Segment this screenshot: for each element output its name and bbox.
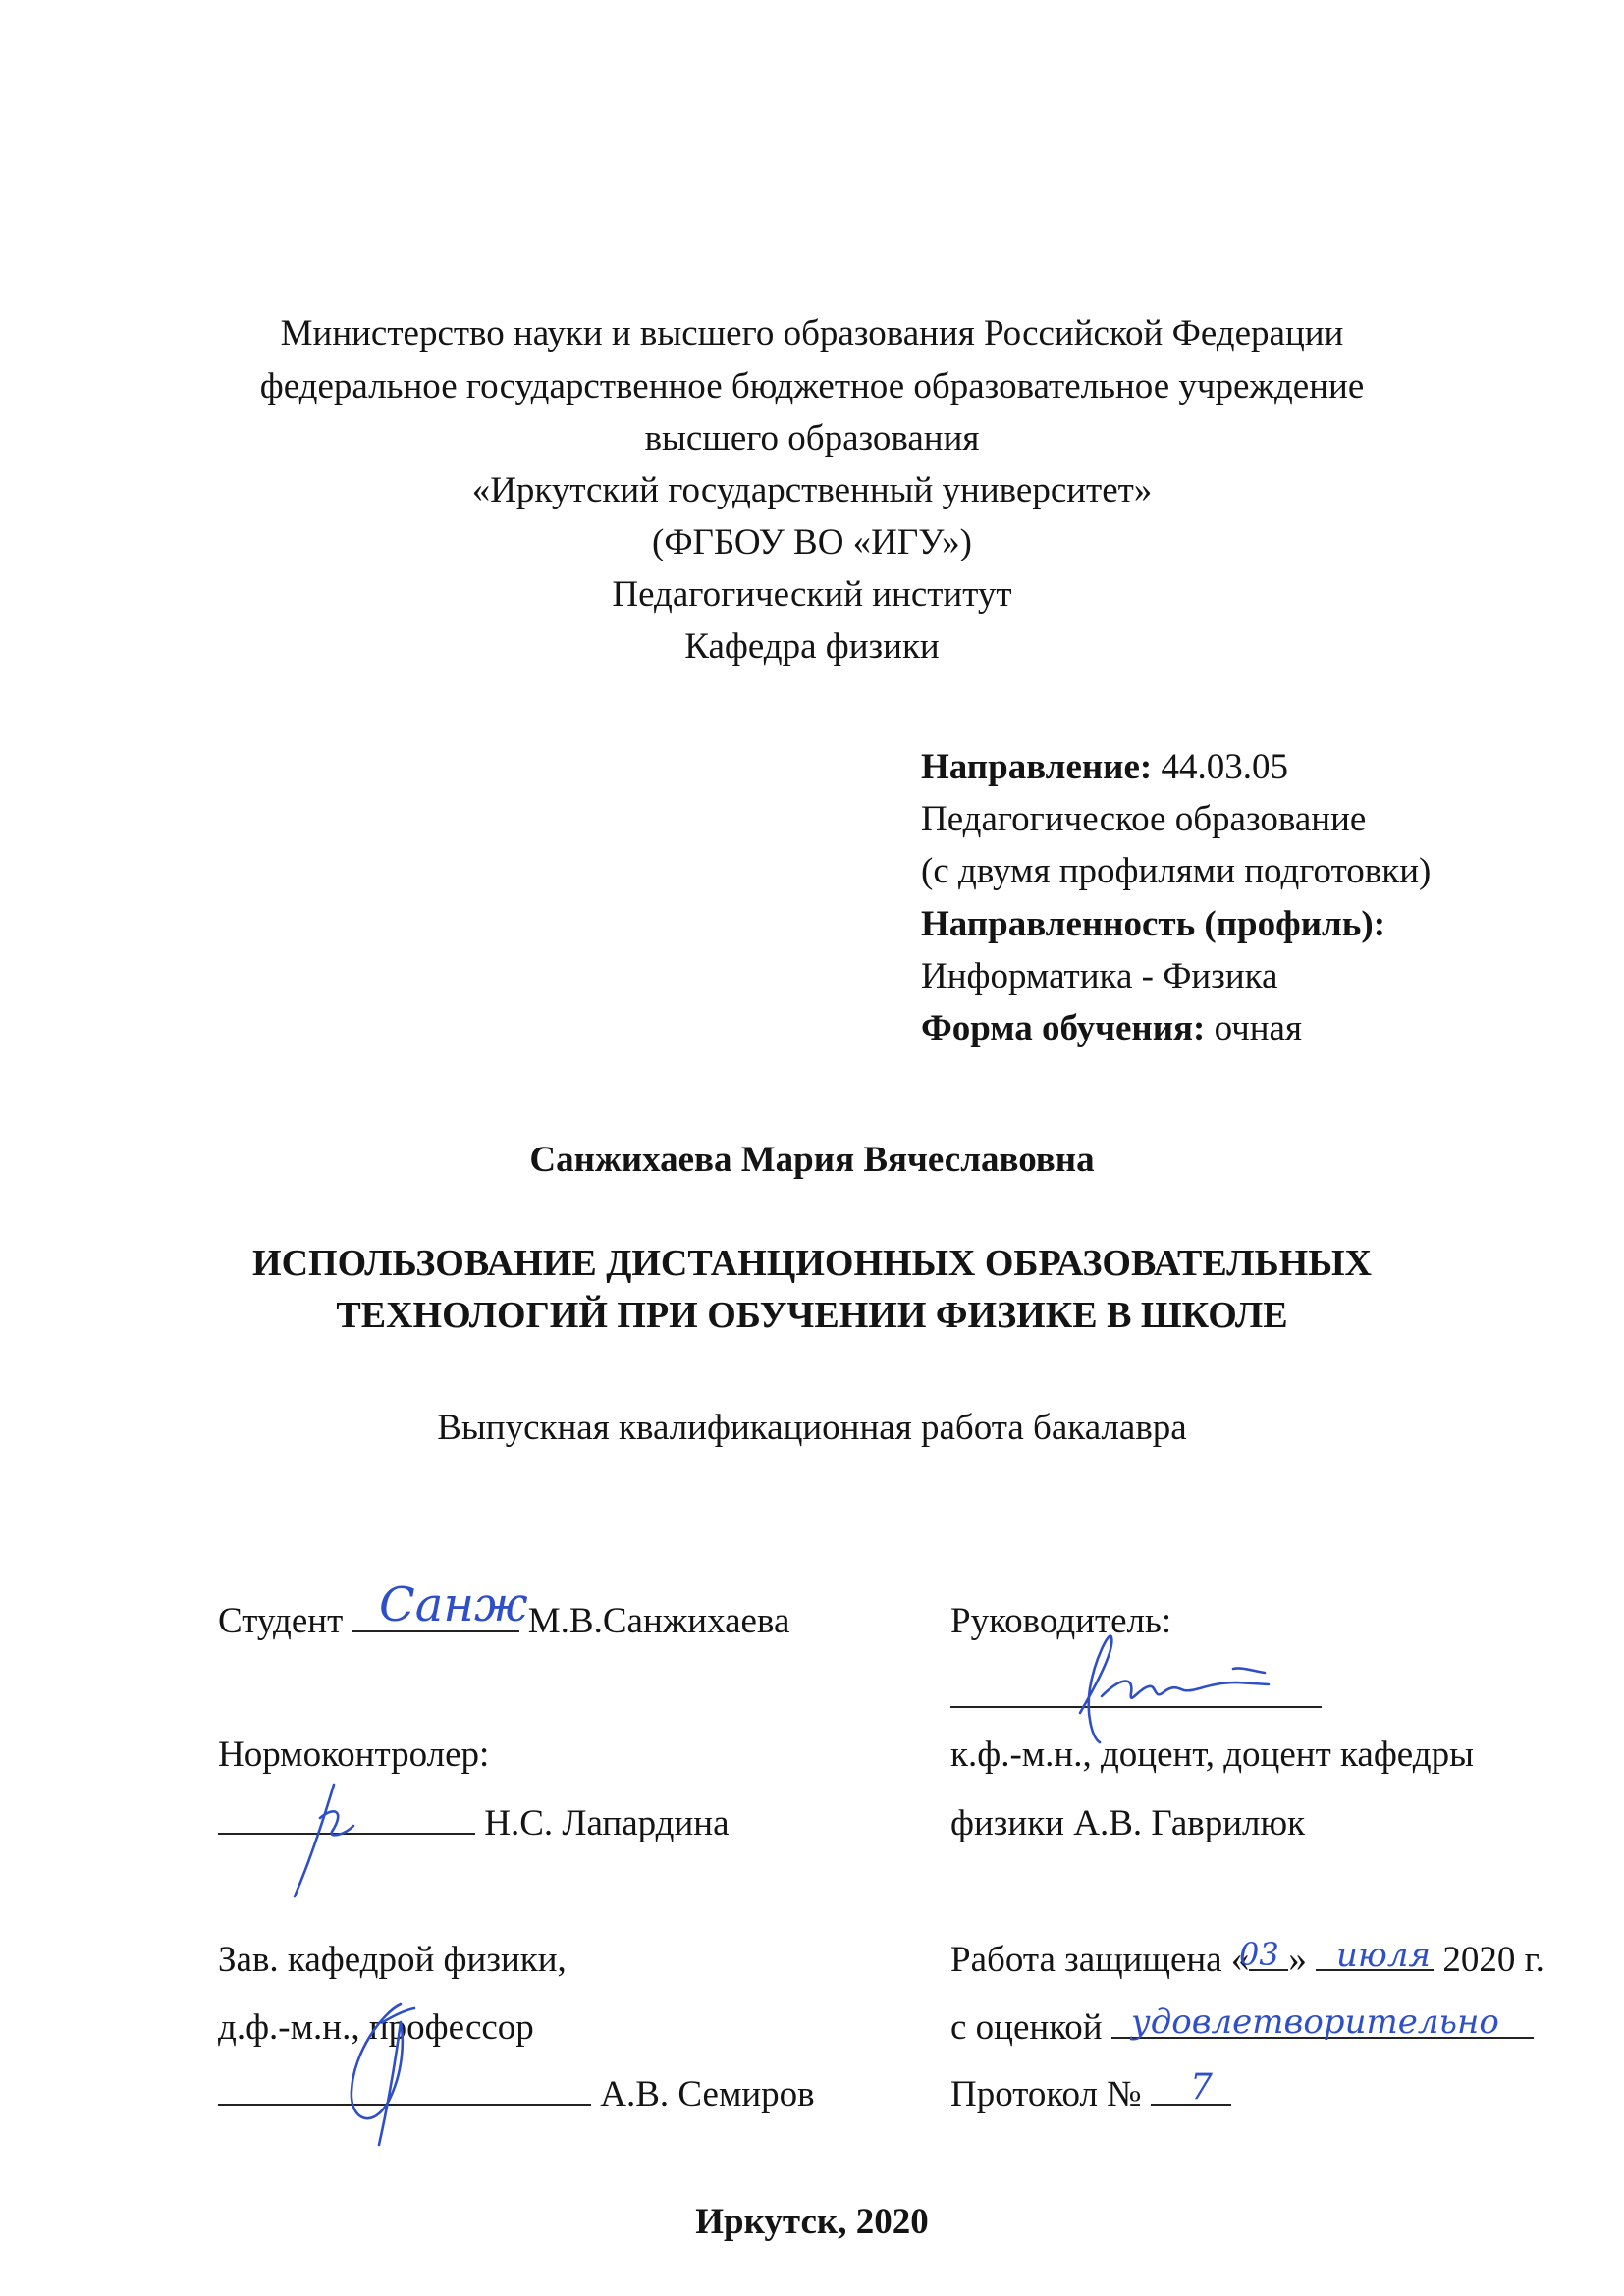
direction-name-line-2: (с двумя профилями подготовки) [921, 851, 1432, 891]
direction-code: 44.03.05 [1161, 747, 1288, 787]
defended-prefix: Работа защищена « [950, 1940, 1250, 1980]
student-name: М.В.Санжихаева [527, 1601, 790, 1641]
defense-month: июля [1336, 1936, 1431, 1975]
study-form-line [921, 1007, 1302, 1049]
protocol-line [950, 2073, 1231, 2115]
work-type: Выпускная квалификационная работа бакалавра [437, 1408, 1187, 1448]
defended-suffix: » [1288, 1940, 1317, 1980]
direction-label: Направление: [921, 747, 1153, 787]
normcontroller-name: Н.С. Лапардина [484, 1803, 730, 1843]
protocol-label: Протокол № [950, 2074, 1142, 2114]
normcontroller-label: Нормоконтролер: [218, 1735, 490, 1775]
protocol-number: 7 [1190, 2067, 1213, 2108]
head-name: А.В. Семиров [600, 2074, 815, 2114]
student-label: Студент [218, 1601, 344, 1641]
institute-name: Педагогический институт [612, 574, 1012, 614]
thesis-title-line-1: ИСПОЛЬЗОВАНИЕ ДИСТАНЦИОННЫХ ОБРАЗОВАТЕЛЬНЫХ [252, 1243, 1372, 1284]
defense-year: 2020 г. [1442, 1940, 1544, 1980]
supervisor-position-line-2: физики А.В. Гаврилюк [950, 1803, 1306, 1843]
department-name: Кафедра физики [684, 626, 940, 667]
defense-day: 03 [1239, 1936, 1279, 1973]
study-form-label: Форма обучения: [921, 1008, 1206, 1048]
head-signature [295, 1983, 471, 2160]
head-label: Зав. кафедрой физики, [218, 1940, 567, 1980]
grade-value: удовлетворительно [1131, 2002, 1499, 2042]
supervisor-label: Руководитель: [950, 1601, 1172, 1641]
author-name: Санжихаева Мария Вячеславовна [529, 1140, 1095, 1180]
profile-value: Информатика - Физика [921, 956, 1278, 996]
study-form-value: очная [1214, 1008, 1303, 1048]
grade-label: с оценкой [950, 2007, 1103, 2048]
profile-label: Направленность (профиль): [921, 904, 1386, 944]
normcontroller-signature [275, 1767, 393, 1904]
university-abbreviation: (ФГБОУ ВО «ИГУ») [652, 522, 972, 562]
direction-line [921, 746, 1288, 788]
head-degree: д.ф.-м.н., профессор [218, 2007, 534, 2048]
education-level-line: высшего образования [644, 418, 980, 458]
thesis-title-line-2: ТЕХНОЛОГИЙ ПРИ ОБУЧЕНИИ ФИЗИКЕ В ШКОЛЕ [336, 1295, 1288, 1336]
direction-name-line-1: Педагогическое образование [921, 799, 1367, 839]
supervisor-position-line-1: к.ф.-м.н., доцент, доцент кафедры [950, 1735, 1474, 1775]
university-name: «Иркутский государственный университет» [471, 470, 1153, 510]
student-signature: Санж [379, 1577, 528, 1632]
city-year: Иркутск, 2020 [695, 2202, 929, 2242]
institution-type-line: федеральное государственное бюджетное образовательное учреждение [259, 366, 1365, 406]
ministry-line: Министерство науки и высшего образования Российской Федерации [280, 313, 1344, 353]
